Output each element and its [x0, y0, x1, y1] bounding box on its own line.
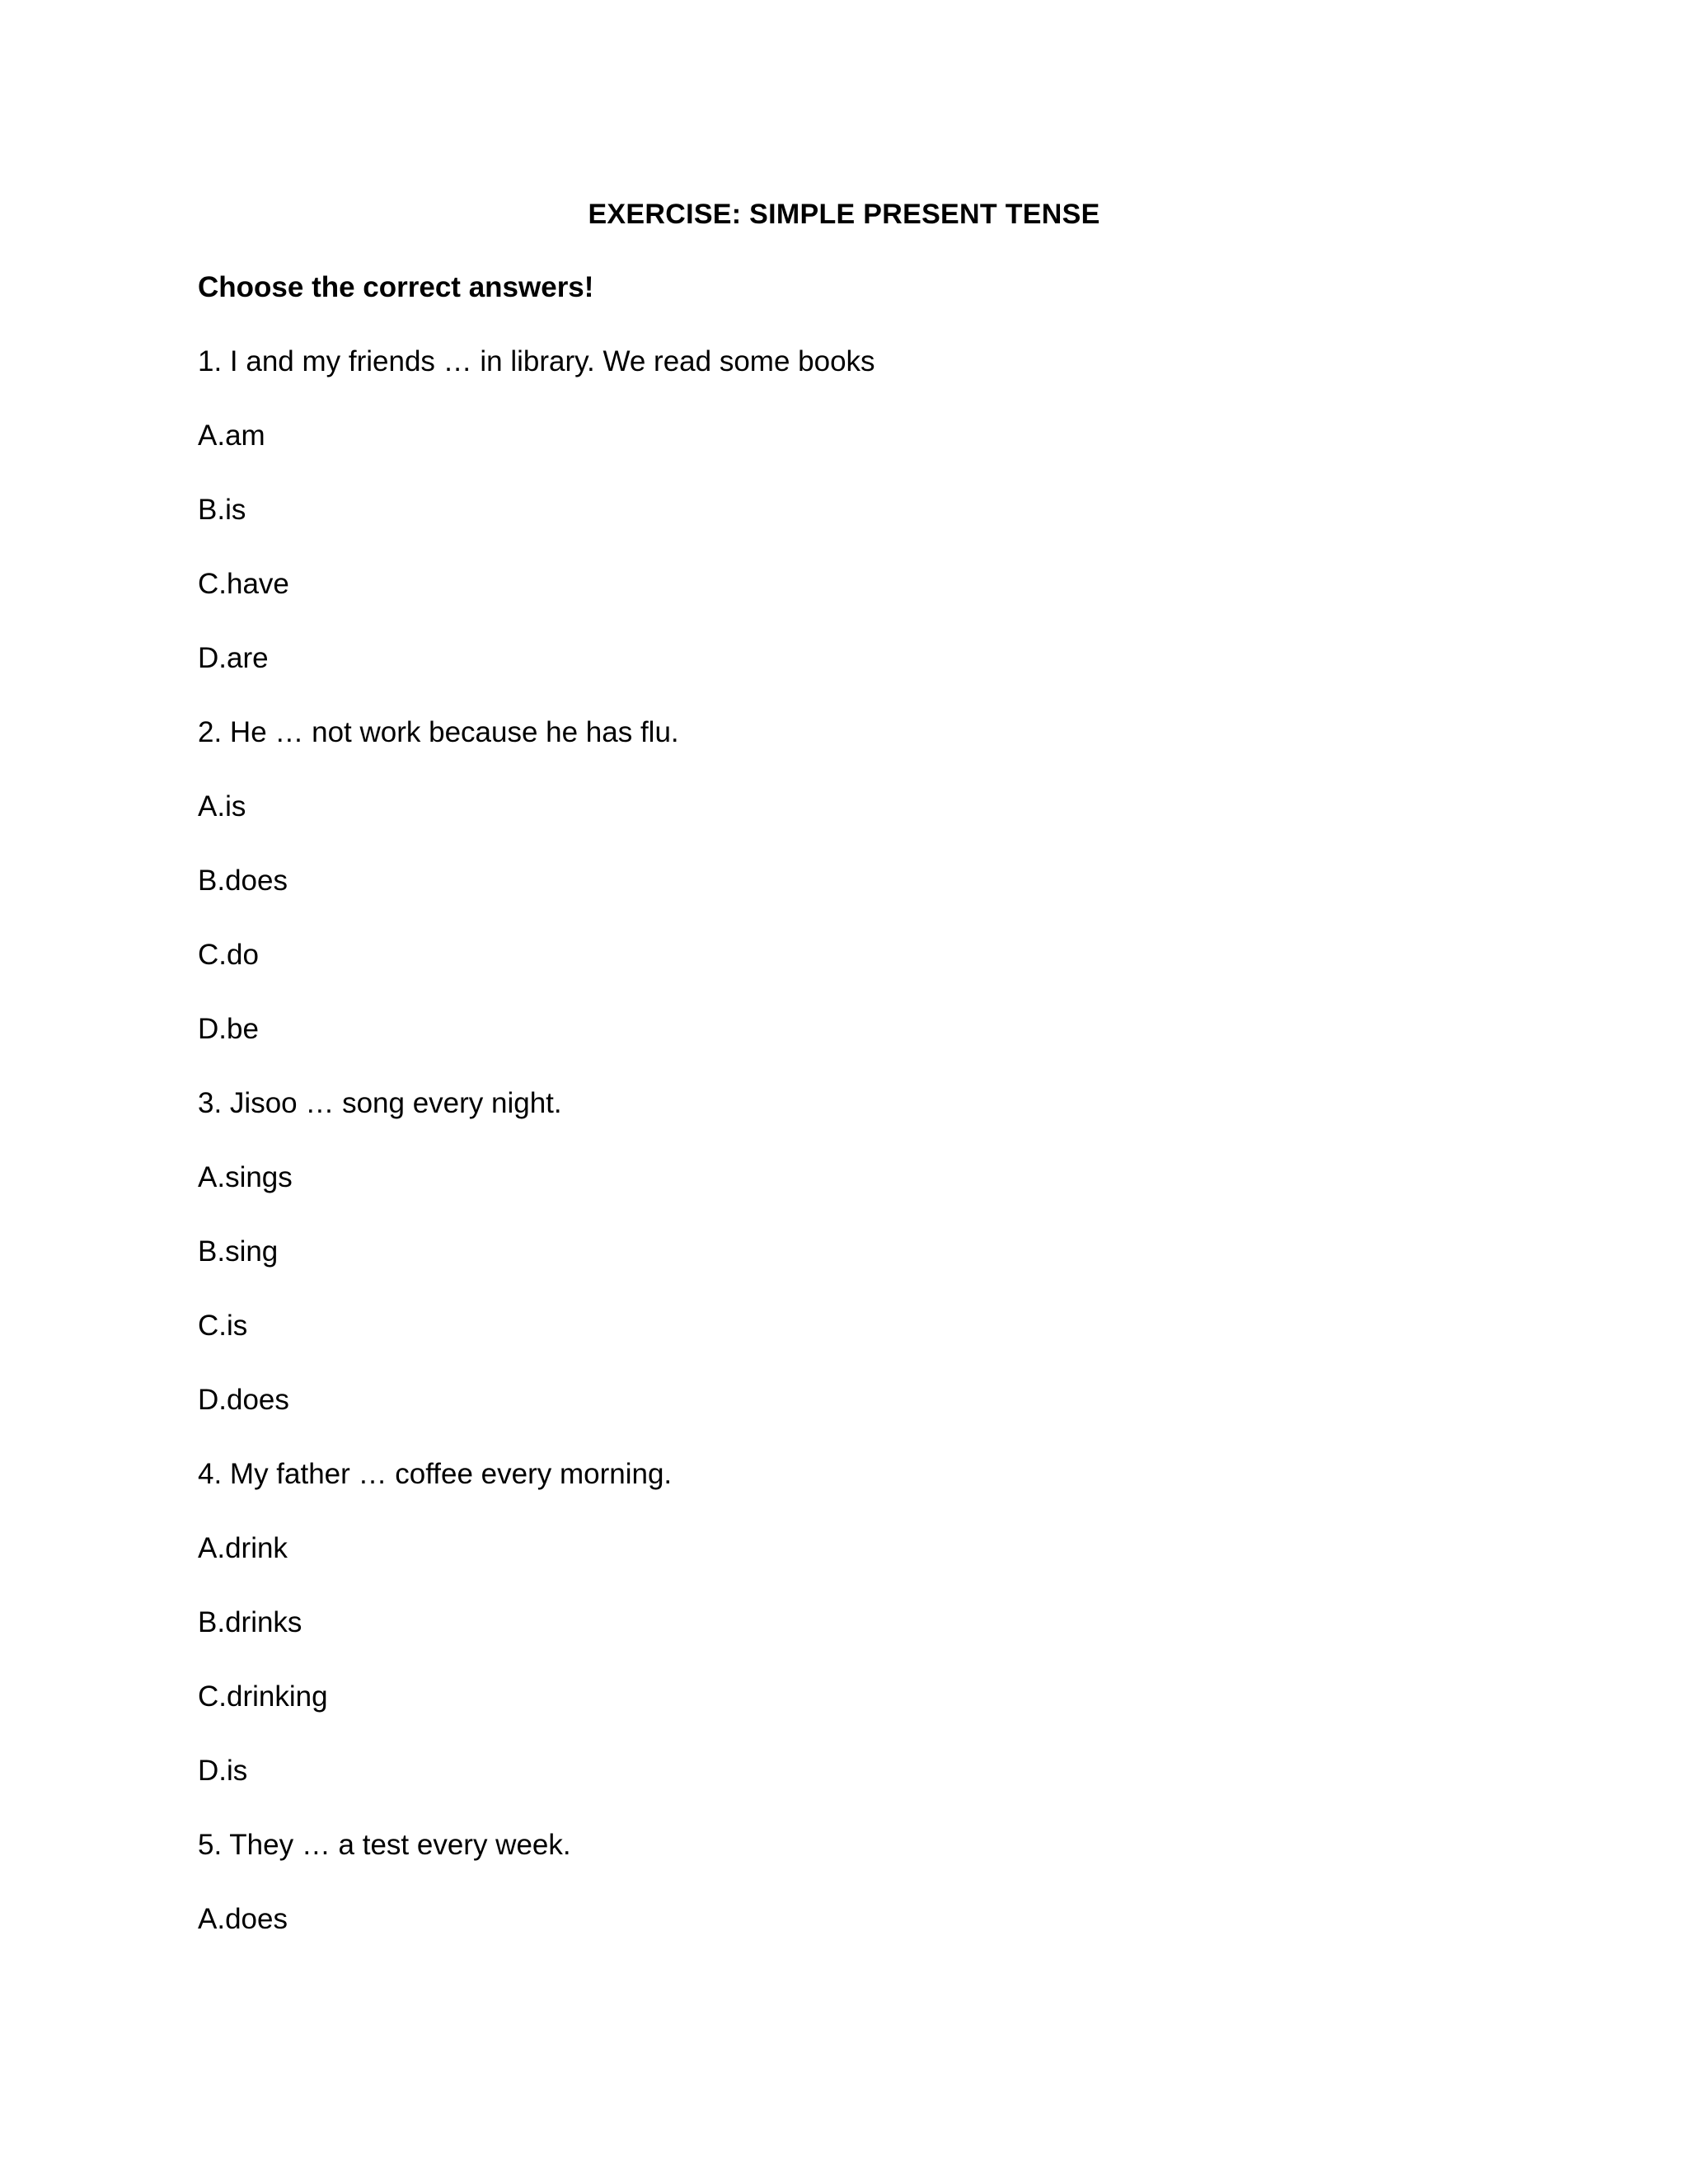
question-1-option-b: B.is: [198, 494, 246, 526]
question-3-prompt: 3. Jisoo … song every night.: [198, 1087, 562, 1119]
question-2-option-c: C.do: [198, 939, 259, 971]
question-1-prompt: 1. I and my friends … in library. We read some books: [198, 345, 875, 377]
question-2-prompt: 2. He … not work because he has flu.: [198, 716, 679, 748]
question-3-option-c: C.is: [198, 1310, 248, 1342]
question-2-option-b: B.does: [198, 865, 288, 897]
question-3-option-a: A.sings: [198, 1161, 293, 1193]
exercise-content: [198, 268, 1599, 1974]
question-3-option-d: D.does: [198, 1384, 289, 1416]
question-5-prompt: 5. They … a test every week.: [198, 1829, 571, 1861]
question-4-option-d: D.is: [198, 1755, 248, 1787]
question-2-option-a: A.is: [198, 790, 246, 823]
question-4-prompt: 4. My father … coffee every morning.: [198, 1458, 673, 1490]
document-title: EXERCISE: SIMPLE PRESENT TENSE: [588, 199, 1100, 230]
question-4-option-a: A.drink: [198, 1532, 288, 1564]
question-4-option-b: B.drinks: [198, 1606, 302, 1638]
instruction-text: Choose the correct answers!: [198, 271, 594, 303]
question-4-option-c: C.drinking: [198, 1680, 328, 1713]
question-5-option-a: A.does: [198, 1903, 288, 1935]
question-2-option-d: D.be: [198, 1013, 259, 1045]
question-3-option-b: B.sing: [198, 1235, 279, 1268]
question-1-option-a: A.am: [198, 419, 265, 452]
question-1-option-d: D.are: [198, 642, 269, 674]
question-1-option-c: C.have: [198, 568, 289, 600]
